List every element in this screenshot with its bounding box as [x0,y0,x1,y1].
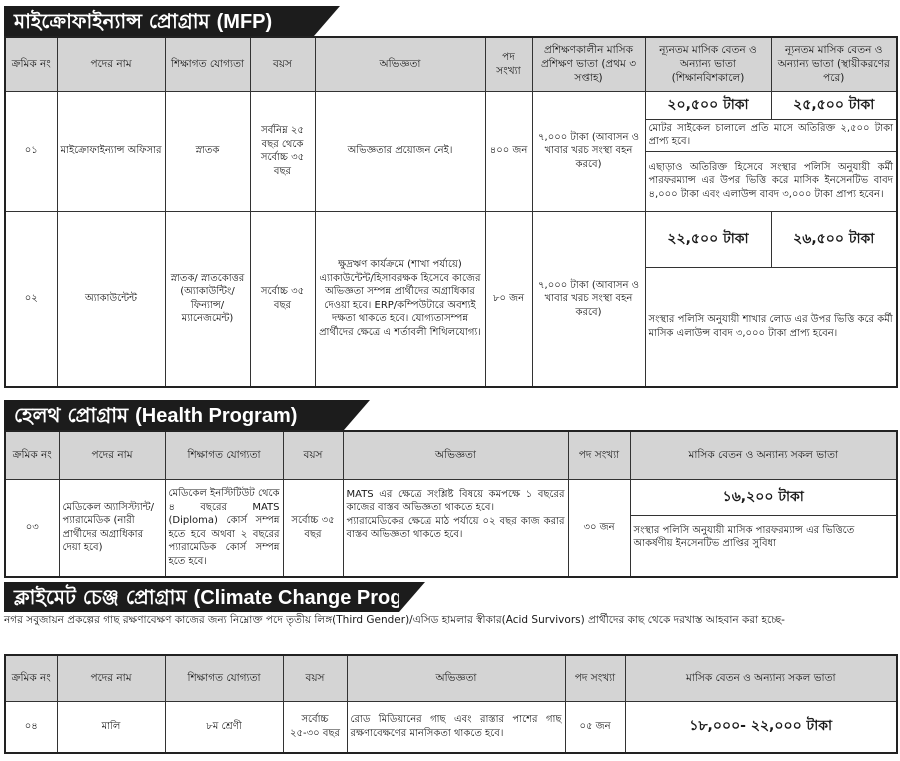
header-vacancy: পদ সংখ্যা [568,431,630,479]
row-education: ৮ম শ্রেণী [165,701,283,753]
row-serial: ০১ [5,91,57,211]
climate-section-title [4,582,446,612]
table-row [5,479,897,515]
header-vacancy: পদ সংখ্যা [485,37,532,91]
row-note-incentive: সংস্থার পলিসি অনুযায়ী মাসিক পারফরম্যান্স এর ভিত্তিতে আকর্ষণীয় ইনসেনটিভ প্রাপ্তির সুবিধা [630,515,897,577]
header-serial: ক্রমিক নং [5,37,57,91]
row-post: মালি [57,701,165,753]
header-salary: মাসিক বেতন ও অন্যান্য সকল ভাতা [630,431,897,479]
mfp-section-title [4,6,314,36]
row-serial: ০৩ [5,479,59,577]
header-experience: অভিজ্ঞতা [315,37,485,91]
row-age: সর্বনিম্ন ২৫ বছর থেকে সর্বোচ্চ ৩৫ বছর [250,91,315,211]
header-post: পদের নাম [59,431,165,479]
mfp-title-en: (MFP) [216,11,273,33]
health-title-en: (Health Program) [135,405,298,427]
climate-header-row [5,655,897,701]
header-salary: মাসিক বেতন ও অন্যান্য সকল ভাতা [625,655,897,701]
row-age: সর্বোচ্চ ২৫-৩০ বছর [283,701,347,753]
row-post: মেডিকেল অ্যাসিস্ট্যান্ট/ প্যারামেডিক (নারী প্রার্থীদের অগ্রাধিকার দেয়া হবে) [59,479,165,577]
health-title-bn: হেলথ প্রোগ্রাম [14,403,129,427]
row-serial: ০৪ [5,701,57,753]
health-header-row [5,431,897,479]
header-training-allowance: প্রশিক্ষণকালীন মাসিক প্রশিক্ষণ ভাতা (প্রথম ৩ সপ্তাহ) [532,37,645,91]
row-serial: ০২ [5,211,57,387]
row-note-allowance: সংস্থার পলিসি অনুযায়ী শাখার লোড এর উপর ভিত্তি করে কর্মী মাসিক এলাউন্স বাবদ ৩,০০০ টাকা প্রাপ্য হবেন। [645,267,897,387]
row-experience-mats: MATS এর ক্ষেত্রে সংশ্লিষ্ট বিষয়ে কমপক্ষে ১ বছরের কাজের বাস্তব অভিজ্ঞতা থাকতে হবে। [346,488,565,513]
climate-table [4,654,898,754]
header-min-salary-probation: ন্যূনতম মাসিক বেতন ও অন্যান্য ভাতা (শিক্ষানবিশকালে) [645,37,771,91]
climate-title-bn: ক্লাইমেট চেঞ্জ প্রোগ্রাম [14,585,187,609]
row-education: স্নাতক [165,91,250,211]
row-note-motorcycle: মোটর সাইকেল চালালে প্রতি মাসে অতিরিক্ত ২,৫০০ টাকা প্রাপ্য হবে। [645,119,897,151]
row-experience: অভিজ্ঞতার প্রয়োজন নেই। [315,91,485,211]
header-experience: অভিজ্ঞতা [343,431,568,479]
row-vacancy: ৪০০ জন [485,91,532,211]
health-table [4,430,898,578]
header-age: বয়স [283,655,347,701]
header-experience: অভিজ্ঞতা [347,655,565,701]
row-experience [343,479,568,577]
table-row [5,211,897,267]
row-vacancy: ৮০ জন [485,211,532,387]
health-section-title [4,400,344,430]
header-post: পদের নাম [57,37,165,91]
header-post: পদের নাম [57,655,165,701]
table-row [5,91,897,119]
header-min-salary-permanent: ন্যূনতম মাসিক বেতন ও অন্যান্য ভাতা (স্থায়ীকরণের পরে) [771,37,897,91]
header-age: বয়স [283,431,343,479]
row-vacancy: ৩০ জন [568,479,630,577]
row-training-allowance: ৭,০০০ টাকা (আবাসন ও খাবার খরচ সংস্থা বহন করবে) [532,91,645,211]
row-salary-permanent: ২৬,৫০০ টাকা [771,211,897,267]
header-education: শিক্ষাগত যোগ্যতা [165,655,283,701]
row-education: মেডিকেল ইনস্টিটিউট থেকে ৪ বছরের MATS (Diploma) কোর্স সম্পন্ন হতে হবে অথবা ২ বছরের প্যারামেডিক কোর্স সম্পন্ন হতে হবে। [165,479,283,577]
climate-title-en: (Climate Change Program) [193,587,446,609]
row-age: সর্বোচ্চ ৩৫ বছর [283,479,343,577]
header-serial: ক্রমিক নং [5,655,57,701]
mfp-header-row [5,37,897,91]
mfp-title-bn: মাইক্রোফাইন্যান্স প্রোগ্রাম [14,9,210,33]
row-experience: ক্ষুদ্রঋণ কার্যক্রমে (শাখা পর্যায়ে) এ্যাকাউন্টেন্ট/হিসাবরক্ষক হিসেবে কাজের অভিজ্ঞতা সম্পন্ন প্রার্থীদের অগ্রাধিকার দেওয়া হবে। ERP/কম্পিউটারে অবশ্যই দক্ষতা থাকতে হবে। যোগ্যতাসম্পন্ন প্রার্থীদের ক্ষেত্রে এ শর্তাবলী শিথিলযোগ্য। [315,211,485,387]
row-note-incentive: এছাড়াও অতিরিক্ত হিসেবে সংস্থার পলিসি অনুযায়ী কর্মী পারফরম্যান্স এর উপর ভিত্তি করে মাসিক ইনসেনটিভ বাবদ ৪,০০০ টাকা এবং এলাউন্স বাবদ ৩,০০০ টাকা প্রাপ্য হবেন। [645,151,897,211]
header-serial: ক্রমিক নং [5,431,59,479]
row-post: মাইক্রোফাইন্যান্স অফিসার [57,91,165,211]
row-salary: ১৬,২০০ টাকা [630,479,897,515]
row-salary-probation: ২২,৫০০ টাকা [645,211,771,267]
header-education: শিক্ষাগত যোগ্যতা [165,431,283,479]
row-post: অ্যাকাউন্টেন্ট [57,211,165,387]
header-vacancy: পদ সংখ্যা [565,655,625,701]
row-education: স্নাতক/ স্নাতকোত্তর (অ্যাকাউন্টিং/ ফিন্যান্স/ ম্যানেজমেন্ট) [165,211,250,387]
row-vacancy: ০৫ জন [565,701,625,753]
climate-intro-text: নগর সবুজায়ন প্রকল্পের গাছ রক্ষণাবেক্ষণ কাজের জন্য নিম্নোক্ত পদে তৃতীয় লিঙ্গ(Third Gender)/এসিড হামলার স্বীকার(Acid Survivors) প্রার্থীদের কাছ থেকে দরখাস্ত আহবান করা হচ্ছে- [4,614,785,626]
row-experience-paramedic: প্যারামেডিকের ক্ষেত্রে মাঠ পর্যায়ে ০২ বছর কাজ করার বাস্তব অভিজ্ঞতা থাকতে হবে। [346,515,565,540]
row-salary: ১৮,০০০- ২২,০০০ টাকা [625,701,897,753]
mfp-table [4,36,898,388]
row-salary-probation: ২০,৫০০ টাকা [645,91,771,119]
row-training-allowance: ৭,০০০ টাকা (আবাসন ও খাবার খরচ সংস্থা বহন করবে) [532,211,645,387]
row-experience: রোড মিডিয়ানের গাছ এবং রাস্তার পাশের গাছ রক্ষণাবেক্ষণের মানসিকতা থাকতে হবে। [347,701,565,753]
row-salary-permanent: ২৫,৫০০ টাকা [771,91,897,119]
header-education: শিক্ষাগত যোগ্যতা [165,37,250,91]
table-row [5,701,897,753]
header-age: বয়স [250,37,315,91]
row-age: সর্বোচ্চ ৩৫ বছর [250,211,315,387]
